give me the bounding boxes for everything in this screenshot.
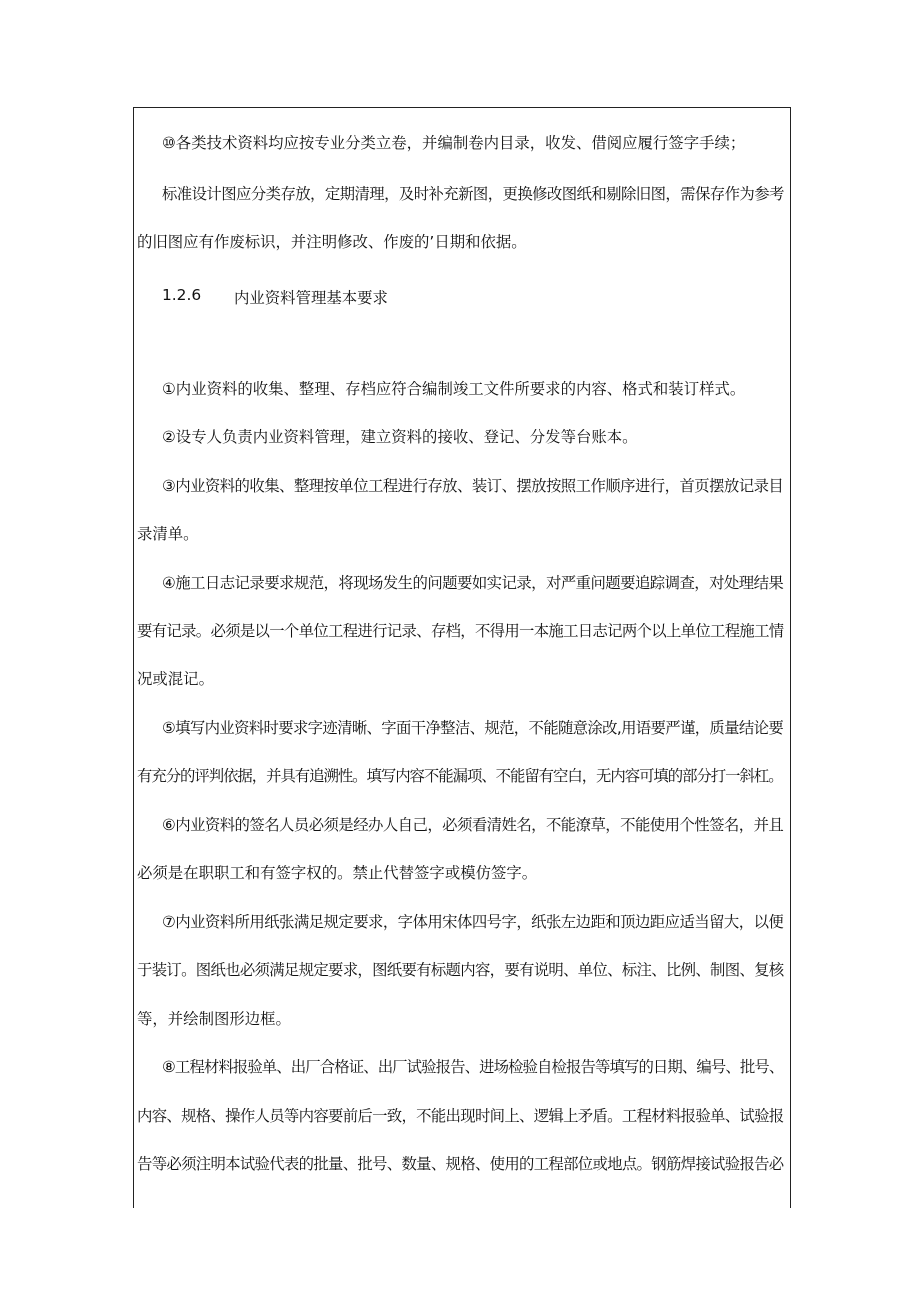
text-line-10-classification: ⑩各类技术资料均应按专业分类立卷，并编制卷内目录，收发、借阅应履行签字手续； — [162, 134, 746, 152]
text-line-item-7a: ⑦内业资料所用纸张满足规定要求，字体用宋体四号字，纸张左边距和顶边距应适当留大，以便 — [162, 913, 784, 931]
text-line-item-5a: ⑤填写内业资料时要求字迹清晰、字面干净整洁、规范，不能随意涂改,用语要严谨，质量结论要 — [162, 719, 784, 737]
text-line-item-7b: 于装订。图纸也必须满足规定要求，图纸要有标题内容，要有说明、单位、标注、比例、制图、复核 — [137, 961, 784, 979]
text-line-item-1: ①内业资料的收集、整理、存档应符合编制竣工文件所要求的内容、格式和装订样式。 — [162, 380, 746, 398]
text-line-item-8a: ⑧工程材料报验单、出厂合格证、出厂试验报告、进场检验自检报告等填写的日期、编号、批号、 — [162, 1058, 784, 1076]
text-line-item-8c: 告等必须注明本试验代表的批量、批号、数量、规格、使用的工程部位或地点。钢筋焊接试验报告必 — [137, 1155, 784, 1173]
text-line-item-4b: 要有记录。必须是以一个单位工程进行记录、存档，不得用一本施工日志记两个以上单位工程施工情 — [137, 622, 784, 640]
page-border — [133, 107, 791, 1208]
text-line-old-drawings: 的旧图应有作废标识，并注明修改、作废的’日期和依据。 — [137, 233, 527, 251]
text-line-item-7c: 等，并绘制图形边框。 — [137, 1010, 291, 1028]
text-line-item-4c: 况或混记。 — [137, 670, 214, 688]
text-line-standard-drawings: 标准设计图应分类存放，定期清理，及时补充新图，更换修改图纸和剔除旧图，需保存作为参考 — [162, 185, 784, 203]
text-line-item-5b: 有充分的评判依据，并具有追溯性。填写内容不能漏项、不能留有空白，无内容可填的部分打一斜杠。 — [137, 767, 783, 785]
text-line-item-6b: 必须是在职职工和有签字权的。禁止代替签字或模仿签字。 — [137, 864, 538, 882]
section-title: 内业资料管理基本要求 — [234, 289, 388, 307]
text-line-item-2: ②设专人负责内业资料管理，建立资料的接收、登记、分发等台账本。 — [162, 428, 638, 446]
text-line-item-4a: ④施工日志记录要求规范，将现场发生的问题要如实记录，对严重问题要追踪调查，对处理结果 — [162, 574, 784, 592]
text-line-item-3b: 录清单。 — [137, 525, 199, 543]
text-line-item-8b: 内容、规格、操作人员等内容要前后一致，不能出现时间上、逻辑上矛盾。工程材料报验单、试验报 — [137, 1107, 784, 1125]
text-line-item-6a: ⑥内业资料的签名人员必须是经办人自己，必须看清姓名，不能潦草，不能使用个性签名，并且 — [162, 816, 784, 834]
text-line-item-3a: ③内业资料的收集、整理按单位工程进行存放、装订、摆放按照工作顺序进行，首页摆放记录目 — [162, 477, 784, 495]
section-number: 1.2.6 — [162, 286, 202, 304]
